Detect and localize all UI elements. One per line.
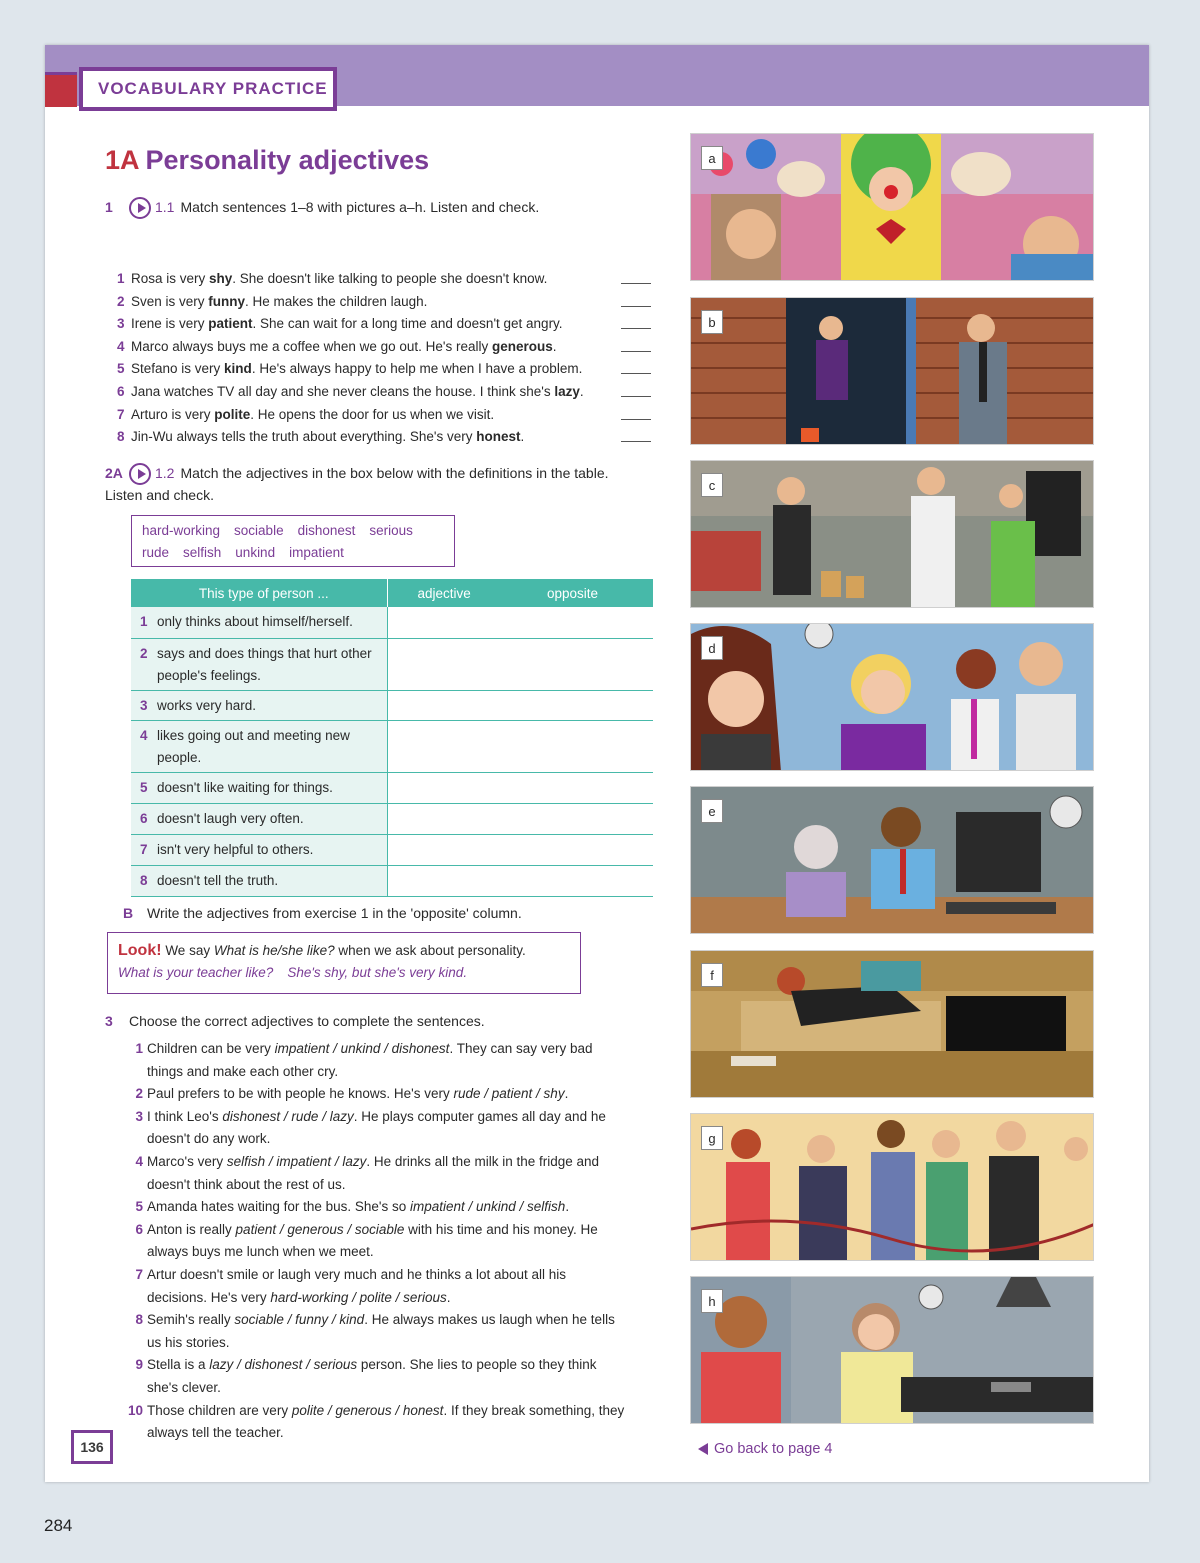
sentence-text: .	[446, 1289, 451, 1305]
look-example: She's shy, but she's very kind.	[287, 965, 468, 980]
item-number: 4	[117, 338, 125, 354]
sentence-item	[105, 1309, 665, 1354]
answer-blank[interactable]	[621, 306, 651, 307]
sentence-text: Stefano is very	[131, 361, 225, 377]
opposite-cell[interactable]	[517, 720, 653, 772]
keyword: honest	[476, 429, 521, 445]
item-number: 5	[135, 1199, 143, 1215]
look-box	[107, 932, 581, 994]
definition-text: doesn't tell the truth.	[157, 872, 279, 888]
table-row	[131, 638, 653, 690]
adjective-cell[interactable]	[387, 690, 517, 720]
audio-play-icon[interactable]	[129, 197, 151, 219]
keyword: lazy	[554, 383, 580, 399]
look-text: when we ask about personality.	[334, 943, 526, 958]
sentence-item	[105, 1038, 665, 1083]
definition-text: isn't very helpful to others.	[157, 841, 314, 857]
picture-label: h	[701, 1289, 723, 1313]
instruction: Match sentences 1–8 with pictures a–h. Listen and check.	[180, 199, 540, 215]
exercise-1-list	[105, 268, 665, 449]
sentence-text: Jana watches TV all day and she never cleans the house. I think she's	[131, 383, 555, 399]
sentence-item	[105, 381, 665, 404]
box-word: hard-working	[142, 523, 221, 538]
outer-page-number: 284	[44, 1516, 73, 1535]
sentence-text: Anton is really	[147, 1221, 236, 1237]
door-illustration	[691, 298, 1094, 445]
exercise-number: B	[123, 905, 134, 921]
computer-help-illustration	[691, 787, 1094, 934]
box-word: selfish	[183, 545, 222, 560]
kitchen-illustration	[691, 1277, 1094, 1424]
adjective-cell[interactable]	[387, 638, 517, 690]
instruction: Match the adjectives in the box below with the definitions in the table. Listen and check.	[105, 465, 609, 504]
go-back-link[interactable]	[698, 1441, 833, 1457]
sentence-text: .	[520, 429, 525, 445]
item-number: 6	[135, 1221, 143, 1237]
item-number: 2	[135, 1086, 143, 1102]
queue-illustration	[691, 1114, 1094, 1261]
row-number: 4	[140, 727, 148, 743]
sentence-item	[105, 336, 665, 359]
picture-label: a	[701, 146, 723, 170]
opposite-cell[interactable]	[517, 865, 653, 896]
track-number: 1.2	[155, 465, 175, 481]
sentence-text: Arturo is very	[131, 406, 215, 422]
sentence-text: .	[579, 383, 584, 399]
look-question: What is he/she like?	[213, 943, 335, 958]
row-number: 7	[140, 841, 148, 857]
sentence-text: . He drinks all the milk in the fridge and doesn't think about the rest of us.	[147, 1153, 600, 1192]
item-number: 3	[117, 316, 125, 332]
picture-label: b	[701, 310, 723, 334]
sentence-item	[105, 1151, 665, 1196]
keyword: funny	[208, 293, 246, 309]
word-box-row	[142, 520, 444, 542]
audio-play-icon[interactable]	[129, 463, 151, 485]
adjective-cell[interactable]	[387, 720, 517, 772]
answer-blank[interactable]	[621, 328, 651, 329]
exercise-number: 3	[105, 1013, 113, 1029]
sentence-text: Sven is very	[131, 293, 209, 309]
answer-blank[interactable]	[621, 351, 651, 352]
definition-cell	[131, 803, 387, 834]
sentence-text: . If they break something, they always tell the teacher.	[147, 1402, 625, 1441]
sentence-item	[105, 313, 665, 336]
sentence-item	[105, 291, 665, 314]
picture-g	[690, 1113, 1094, 1261]
sentence-text: Jin-Wu always tells the truth about everything. She's very	[131, 429, 477, 445]
sentence-text: Children can be very	[147, 1041, 275, 1056]
adjective-options[interactable]: selfish / impatient / lazy	[226, 1153, 367, 1169]
definition-cell	[131, 638, 387, 690]
picture-label: e	[701, 799, 723, 823]
adjective-options[interactable]: sociable / funny / kind	[234, 1312, 365, 1328]
opposite-cell[interactable]	[517, 803, 653, 834]
clown-illustration	[691, 134, 1094, 281]
sentence-text: . She can wait for a long time and doesn't get angry.	[252, 316, 563, 332]
sentence-text: . He plays computer games all day and he doesn't do any work.	[147, 1108, 606, 1147]
definition-cell	[131, 834, 387, 865]
opposite-cell[interactable]	[517, 638, 653, 690]
picture-d	[690, 623, 1094, 771]
box-word: serious	[369, 523, 413, 538]
instruction: Choose the correct adjectives to complete the sentences.	[129, 1013, 485, 1029]
exercise-2a-heading	[105, 463, 625, 505]
sentence-text: . They can say very bad things and make each other cry.	[147, 1041, 593, 1079]
item-number: 1	[117, 271, 125, 286]
answer-blank[interactable]	[621, 373, 651, 374]
sentence-text: . He makes the children laugh.	[245, 293, 428, 309]
adjective-options[interactable]: hard-working / polite / serious	[270, 1289, 447, 1305]
opposite-cell[interactable]	[517, 607, 653, 638]
item-number: 10	[127, 1402, 143, 1418]
item-number: 1	[135, 1041, 143, 1056]
sentence-item	[105, 1400, 665, 1445]
adjective-options[interactable]: impatient / unkind / dishonest	[274, 1041, 450, 1056]
sentence-text: Irene is very	[131, 316, 209, 332]
sentence-text: . She doesn't like talking to people she doesn't know.	[232, 271, 548, 286]
sentence-text: Semih's really	[147, 1312, 235, 1328]
sentence-item	[105, 1354, 665, 1399]
sentence-text: .	[552, 338, 557, 354]
definitions-table	[131, 579, 653, 897]
look-line	[118, 940, 570, 962]
sentence-text: person. She lies to people so they think she's clever.	[147, 1357, 597, 1395]
page-number: 136	[71, 1430, 113, 1464]
definition-text: doesn't laugh very often.	[157, 810, 304, 826]
adjective-cell[interactable]	[387, 834, 517, 865]
row-number: 5	[140, 779, 148, 795]
definition-cell	[131, 865, 387, 896]
keyword: shy	[209, 271, 233, 286]
adjective-cell[interactable]	[387, 772, 517, 803]
sentence-text: . He always makes us laugh when he tells us his stories.	[147, 1312, 615, 1350]
adjective-options[interactable]: impatient / unkind / selfish	[409, 1199, 566, 1215]
item-number: 9	[135, 1357, 143, 1373]
adjective-options[interactable]: patient / generous / sociable	[235, 1221, 405, 1237]
row-number: 8	[140, 872, 148, 888]
table-row	[131, 690, 653, 720]
opposite-cell[interactable]	[517, 690, 653, 720]
definition-text: likes going out and meeting new people.	[157, 727, 350, 765]
sentence-text: Artur doesn't smile or laugh very much and he thinks a lot about all his decisions. He's very	[147, 1266, 567, 1305]
exercise-2b-heading	[123, 903, 522, 923]
definition-cell	[131, 772, 387, 803]
adjective-options[interactable]: polite / generous / honest	[291, 1402, 444, 1418]
sentence-text: Stella is a	[147, 1357, 210, 1373]
keyword: polite	[214, 406, 251, 422]
look-label: Look!	[118, 942, 162, 959]
page-title	[105, 145, 429, 176]
sentence-item	[105, 404, 665, 427]
definition-text: says and does things that hurt other people's feelings.	[157, 645, 372, 683]
sentence-text: Amanda hates waiting for the bus. She's so	[147, 1199, 410, 1215]
picture-label: g	[701, 1126, 723, 1150]
definition-cell	[131, 690, 387, 720]
track-number: 1.1	[155, 199, 175, 215]
keyword: patient	[208, 316, 253, 332]
sentence-text: . He opens the door for us when we visit.	[250, 406, 495, 422]
sentence-text: . He's always happy to help me when I have a problem.	[251, 361, 583, 377]
item-number: 7	[117, 406, 125, 422]
item-number: 8	[117, 429, 125, 445]
definition-cell	[131, 720, 387, 772]
row-number: 6	[140, 810, 148, 826]
look-examples	[118, 962, 570, 984]
table-row	[131, 803, 653, 834]
picture-h	[690, 1276, 1094, 1424]
instruction: Write the adjectives from exercise 1 in the 'opposite' column.	[147, 905, 522, 921]
row-number: 2	[140, 645, 148, 661]
box-word: rude	[142, 545, 170, 560]
answer-blank[interactable]	[621, 419, 651, 420]
adjective-cell[interactable]	[387, 803, 517, 834]
item-number: 4	[135, 1153, 143, 1169]
box-word: dishonest	[297, 523, 356, 538]
sentence-text: .	[565, 1199, 570, 1215]
banner-red-tab	[45, 75, 77, 107]
section-label-text: VOCABULARY PRACTICE	[98, 79, 328, 98]
sentence-item	[105, 1264, 665, 1309]
table-row	[131, 607, 653, 638]
column-header: opposite	[517, 579, 653, 607]
table-row	[131, 772, 653, 803]
opposite-cell[interactable]	[517, 834, 653, 865]
row-number: 1	[140, 614, 148, 629]
picture-label: f	[701, 963, 723, 987]
look-text: We say	[165, 943, 214, 958]
sentence-text: Those children are very	[147, 1402, 292, 1418]
sentence-text: Rosa is very	[131, 271, 210, 286]
sentence-text: I think Leo's	[147, 1108, 223, 1124]
sentence-item	[105, 1083, 665, 1106]
column-header: adjective	[387, 579, 517, 607]
definition-text: works very hard.	[157, 697, 257, 713]
title-text: Personality adjectives	[145, 145, 430, 175]
picture-label: c	[701, 473, 723, 497]
definition-cell	[131, 607, 387, 638]
exercise-number: 1	[105, 199, 113, 215]
sentence-text: Marco always buys me a coffee when we go out. He's really	[131, 338, 492, 354]
title-code: 1A	[105, 145, 140, 175]
box-word: sociable	[234, 523, 284, 538]
table-row	[131, 834, 653, 865]
item-number: 3	[135, 1108, 143, 1124]
adjective-options[interactable]: dishonest / rude / lazy	[222, 1108, 354, 1124]
definition-text: only thinks about himself/herself.	[157, 614, 353, 629]
back-arrow-icon	[698, 1443, 708, 1455]
sentence-item	[105, 1106, 665, 1151]
picture-e	[690, 786, 1094, 934]
sentence-item	[105, 1219, 665, 1264]
picture-a	[690, 133, 1094, 281]
opposite-cell[interactable]	[517, 772, 653, 803]
box-word: impatient	[289, 545, 344, 560]
column-header: This type of person ...	[131, 579, 387, 607]
go-back-text: Go back to page 4	[714, 1441, 833, 1457]
keyword: kind	[224, 361, 252, 377]
item-number: 7	[135, 1266, 143, 1282]
picture-f	[690, 950, 1094, 1098]
word-box	[131, 515, 455, 567]
sofa-tv-illustration	[691, 951, 1094, 1098]
look-example: What is your teacher like?	[118, 965, 274, 980]
adjective-options[interactable]: rude / patient / shy	[453, 1086, 565, 1102]
item-number: 8	[135, 1312, 143, 1328]
word-box-row	[142, 542, 444, 564]
table-row	[131, 865, 653, 896]
keyword: generous	[492, 338, 553, 354]
sentence-item	[105, 426, 665, 449]
adjective-cell[interactable]	[387, 607, 517, 638]
picture-c	[690, 460, 1094, 608]
workbook-page	[45, 45, 1149, 1482]
adjective-cell[interactable]	[387, 865, 517, 896]
exercise-1-heading	[105, 197, 539, 219]
row-number: 3	[140, 697, 148, 713]
box-word: unkind	[235, 545, 276, 560]
sentence-text: Marco's very	[147, 1153, 227, 1169]
office-people-illustration	[691, 624, 1094, 771]
item-number: 5	[117, 361, 125, 377]
sentence-text: with his time and his money. He always buys me lunch when we meet.	[147, 1221, 598, 1260]
cafe-illustration	[691, 461, 1094, 608]
table-row	[131, 720, 653, 772]
sentence-item	[105, 1196, 665, 1219]
sentence-item	[105, 358, 665, 381]
exercise-3-list	[105, 1038, 665, 1445]
sentence-text: Paul prefers to be with people he knows. He's very	[147, 1086, 454, 1102]
picture-label: d	[701, 636, 723, 660]
answer-blank[interactable]	[621, 396, 651, 397]
section-label	[79, 67, 337, 111]
exercise-number: 2A	[105, 465, 123, 481]
sentence-text: .	[564, 1086, 569, 1102]
answer-blank[interactable]	[621, 283, 651, 284]
picture-b	[690, 297, 1094, 445]
definition-text: doesn't like waiting for things.	[157, 779, 333, 795]
adjective-options[interactable]: lazy / dishonest / serious	[209, 1357, 358, 1373]
exercise-3-heading	[105, 1011, 485, 1031]
sentence-item	[105, 268, 665, 291]
answer-blank[interactable]	[621, 441, 651, 442]
item-number: 6	[117, 383, 125, 399]
item-number: 2	[117, 293, 125, 309]
